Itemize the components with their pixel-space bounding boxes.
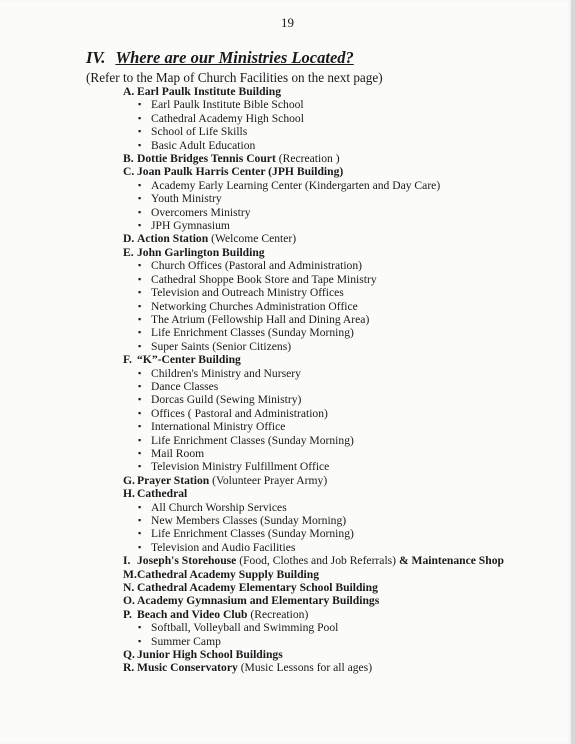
list-item (0, 259, 575, 272)
list-item (0, 192, 575, 205)
outline-section (0, 353, 575, 474)
section-line (0, 246, 575, 259)
list-item (0, 380, 575, 393)
bullet-icon: ▪ (138, 528, 142, 539)
section-line (0, 661, 575, 674)
heading-numeral: IV. (86, 48, 106, 67)
list-item (0, 206, 575, 219)
outline-section (0, 608, 575, 648)
section-letter: H. (123, 487, 135, 501)
list-item (0, 98, 575, 111)
section-letter: I. (123, 554, 131, 568)
section-name: Cathedral Academy Supply Building (137, 567, 320, 581)
section-letter: R. (123, 661, 135, 675)
section-note: (Music Lessons for all ages) (237, 661, 373, 675)
section-name: Earl Paulk Institute Building (137, 85, 281, 98)
page-number: 19 (281, 15, 294, 30)
list-item-text: Academy Early Learning Center (Kindergarten and Day Care) (151, 178, 441, 192)
bullet-icon: ▪ (138, 313, 142, 324)
section-name: John Garlington Building (137, 245, 265, 259)
bullet-icon: ▪ (138, 193, 142, 204)
bullet-icon: ▪ (138, 380, 142, 391)
list-item (0, 447, 575, 460)
list-item (0, 326, 575, 339)
list-item-text: Super Saints (Senior Citizens) (151, 339, 292, 353)
section-letter: G. (123, 473, 135, 487)
section-note: (Volunteer Prayer Army) (209, 473, 328, 487)
bullet-icon: ▪ (138, 447, 142, 458)
section-note: (Recreation) (247, 607, 309, 621)
bullet-icon: ▪ (138, 635, 142, 646)
section-line (0, 594, 575, 607)
bullet-icon: ▪ (138, 421, 142, 432)
list-item-text: All Church Worship Services (151, 500, 287, 514)
section-item-list (0, 621, 575, 648)
list-item (0, 514, 575, 527)
list-item (0, 407, 575, 420)
list-item-text: International Ministry Office (151, 420, 286, 434)
section-name: Prayer Station (137, 473, 210, 487)
bullet-icon: ▪ (138, 126, 142, 137)
list-item (0, 434, 575, 447)
outline-section (0, 165, 575, 232)
list-item-text: Offices ( Pastoral and Administration) (151, 406, 328, 420)
section-letter: D. (123, 232, 135, 246)
bullet-icon: ▪ (138, 287, 142, 298)
list-item (0, 541, 575, 554)
section-name: Dottie Bridges Tennis Court (137, 152, 276, 166)
list-item (0, 501, 575, 514)
section-letter: C. (123, 165, 135, 179)
list-item (0, 273, 575, 286)
section-note: (Recreation ) (275, 152, 340, 166)
bullet-icon: ▪ (138, 260, 142, 271)
bullet-icon: ▪ (138, 273, 142, 284)
section-line (0, 554, 575, 567)
section-name: Cathedral Academy Elementary School Building (137, 581, 378, 595)
heading-title: Where are our Ministries Located? (115, 48, 354, 67)
section-name: Joan Paulk Harris Center (JPH Building) (137, 165, 344, 179)
bullet-icon: ▪ (138, 206, 142, 217)
outline-section (0, 487, 575, 554)
list-item-text: Networking Churches Administration Office (151, 299, 358, 313)
list-item (0, 179, 575, 192)
section-note: (Food, Clothes and Job Referrals) (236, 554, 397, 568)
list-item (0, 125, 575, 138)
list-item-text: Life Enrichment Classes (Sunday Morning) (151, 527, 354, 541)
list-item-text: Mail Room (151, 446, 205, 460)
bullet-icon: ▪ (138, 327, 142, 338)
outline-section (0, 661, 575, 674)
section-line (0, 568, 575, 581)
section-item-list (0, 179, 575, 233)
section-letter: F. (123, 353, 132, 367)
section-letter: N. (123, 581, 135, 595)
list-item (0, 393, 575, 406)
list-item-text: Summer Camp (151, 634, 221, 648)
bullet-icon: ▪ (138, 394, 142, 405)
bullet-icon: ▪ (138, 367, 142, 378)
list-item (0, 340, 575, 353)
list-item-text: Television Ministry Fulfillment Office (151, 460, 330, 474)
list-item-text: Earl Paulk Institute Bible School (151, 98, 304, 112)
list-item (0, 219, 575, 232)
section-item-list (0, 98, 575, 152)
list-item (0, 300, 575, 313)
section-name: Joseph's Storehouse (137, 554, 237, 568)
section-line (0, 232, 575, 245)
list-item-text: JPH Gymnasium (151, 219, 230, 233)
section-line (0, 487, 575, 500)
list-item-text: Basic Adult Education (151, 138, 256, 152)
section-letter: B. (123, 152, 134, 166)
section-name: Music Conservatory (137, 661, 238, 675)
list-item-text: Youth Ministry (151, 192, 222, 206)
list-item-text: Cathedral Academy High School (151, 111, 304, 125)
section-name: Academy Gymnasium and Elementary Buildings (137, 594, 380, 608)
list-item-text: New Members Classes (Sunday Morning) (151, 514, 347, 527)
list-item-text: Church Offices (Pastoral and Administration) (151, 259, 363, 273)
bullet-icon: ▪ (138, 220, 142, 231)
section-name: Junior High School Buildings (137, 648, 283, 662)
section-line (0, 85, 575, 98)
list-item-text: The Atrium (Fellowship Hall and Dining Area) (151, 312, 370, 326)
outline-section (0, 232, 575, 245)
section-letter: A. (123, 85, 135, 98)
section-name: Cathedral (137, 487, 188, 501)
section-letter: O. (123, 594, 135, 608)
section-note: (Welcome Center) (208, 232, 297, 246)
bullet-icon: ▪ (138, 139, 142, 150)
list-item-text: Dorcas Guild (Sewing Ministry) (151, 393, 302, 407)
section-line (0, 353, 575, 366)
section-item-list (0, 259, 575, 353)
list-item-text: Children's Ministry and Nursery (151, 366, 301, 380)
bullet-icon: ▪ (138, 340, 142, 351)
section-line (0, 474, 575, 487)
section-line (0, 581, 575, 594)
bullet-icon: ▪ (138, 112, 142, 123)
outline-section (0, 554, 575, 567)
section-letter: Q. (123, 648, 135, 662)
outline-section (0, 85, 575, 152)
section-extra: & Maintenance Shop (396, 554, 504, 568)
section-letter: E. (123, 245, 134, 259)
outline-section (0, 568, 575, 581)
list-item (0, 367, 575, 380)
bullet-icon: ▪ (138, 622, 142, 633)
bullet-icon: ▪ (138, 300, 142, 311)
section-name: “K”-Center Building (137, 353, 241, 367)
list-item (0, 460, 575, 473)
section-line (0, 608, 575, 621)
list-item-text: Overcomers Ministry (151, 205, 251, 219)
bullet-icon: ▪ (138, 461, 142, 472)
outline-section (0, 594, 575, 607)
list-item (0, 635, 575, 648)
map-reference-note: (Refer to the Map of Church Facilities on the next page) (86, 70, 383, 85)
list-item-text: Life Enrichment Classes (Sunday Morning) (151, 326, 354, 340)
list-item-text: Television and Audio Facilities (151, 540, 296, 554)
list-item-text: Television and Outreach Ministry Offices (151, 286, 344, 300)
bullet-icon: ▪ (138, 407, 142, 418)
list-item-text: Softball, Volleyball and Swimming Pool (151, 621, 339, 635)
list-item (0, 420, 575, 433)
list-item (0, 313, 575, 326)
section-line (0, 165, 575, 178)
list-item-text: Dance Classes (151, 379, 219, 393)
section-heading (86, 48, 354, 68)
bullet-icon: ▪ (138, 434, 142, 445)
list-item-text: School of Life Skills (151, 125, 248, 139)
outline-section (0, 246, 575, 353)
section-line (0, 648, 575, 661)
list-item (0, 139, 575, 152)
list-item-text: Cathedral Shoppe Book Store and Tape Ministry (151, 272, 377, 286)
bullet-icon: ▪ (138, 515, 142, 525)
bullet-icon: ▪ (138, 501, 142, 512)
bullet-icon: ▪ (138, 541, 142, 552)
section-line (0, 152, 575, 165)
bullet-icon: ▪ (138, 179, 142, 190)
list-item (0, 621, 575, 634)
ministry-outline (0, 85, 575, 675)
section-letter: M. (123, 567, 137, 581)
bullet-icon: ▪ (138, 99, 142, 110)
list-item (0, 286, 575, 299)
outline-section (0, 152, 575, 165)
section-name: Beach and Video Club (137, 607, 248, 621)
section-item-list (0, 501, 575, 555)
outline-section (0, 648, 575, 661)
list-item (0, 527, 575, 540)
section-item-list (0, 367, 575, 474)
list-item (0, 112, 575, 125)
section-letter: P. (123, 607, 132, 621)
list-item-text: Life Enrichment Classes (Sunday Morning) (151, 433, 354, 447)
outline-section (0, 474, 575, 487)
section-name: Action Station (137, 232, 209, 246)
outline-section (0, 581, 575, 594)
